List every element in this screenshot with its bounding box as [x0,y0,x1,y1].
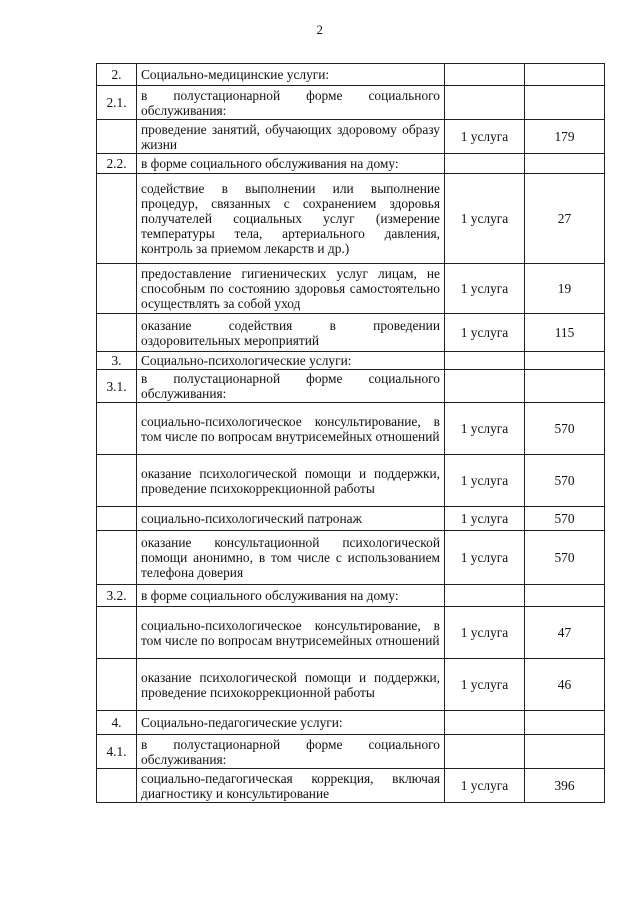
service-unit: 1 услуга [445,174,525,264]
row-number: 3.2. [97,585,137,607]
service-price [525,352,605,370]
row-number [97,531,137,585]
row-number [97,120,137,154]
service-name: оказание психологической помощи и поддержки, проведение психокоррекционной работы [137,455,445,507]
service-price: 570 [525,531,605,585]
service-name: Социально-педагогические услуги: [137,711,445,735]
table-row [97,585,605,607]
service-name: социально-психологический патронаж [137,507,445,531]
row-number: 2.2. [97,154,137,174]
table-row [97,264,605,314]
service-name: оказание психологической помощи и поддержки, проведение психокоррекционной работы [137,659,445,711]
row-number [97,507,137,531]
table-row [97,711,605,735]
service-name: в форме социального обслуживания на дому: [137,585,445,607]
service-unit: 1 услуга [445,531,525,585]
table-row [97,531,605,585]
service-price [525,86,605,120]
service-name: оказание содействия в проведении оздоровительных мероприятий [137,314,445,352]
table-row [97,352,605,370]
table-row [97,735,605,769]
row-number [97,264,137,314]
row-number [97,659,137,711]
service-price: 115 [525,314,605,352]
service-unit [445,585,525,607]
table-row [97,370,605,403]
service-name: Социально-психологические услуги: [137,352,445,370]
service-price: 46 [525,659,605,711]
service-price: 570 [525,507,605,531]
table-body [97,64,605,803]
service-unit [445,154,525,174]
row-number [97,455,137,507]
table-row [97,86,605,120]
service-name: содействие в выполнении или выполнение процедур, связанных с сохранением здоровья получателей социальных услуг (измерение температуры тела, артериального давления, контроль за приемом лекарств и др.) [137,174,445,264]
service-name: социально-психологическое консультирование, в том числе по вопросам внутрисемейных отношений [137,403,445,455]
table-row [97,403,605,455]
service-price: 47 [525,607,605,659]
service-price [525,64,605,86]
service-unit: 1 услуга [445,507,525,531]
services-tariff-table [96,63,605,803]
row-number [97,174,137,264]
row-number: 2. [97,64,137,86]
row-number [97,403,137,455]
service-price: 570 [525,455,605,507]
service-price [525,735,605,769]
table-row [97,455,605,507]
row-number [97,607,137,659]
row-number: 4.1. [97,735,137,769]
page-number: 2 [316,22,324,37]
service-price: 570 [525,403,605,455]
service-name: в полустационарной форме социального обслуживания: [137,370,445,403]
service-unit: 1 услуга [445,769,525,803]
table-row [97,507,605,531]
service-unit [445,352,525,370]
row-number [97,314,137,352]
service-price [525,154,605,174]
service-unit: 1 услуга [445,455,525,507]
table-row [97,64,605,86]
table-row [97,659,605,711]
service-name: оказание консультационной психологической помощи анонимно, в том числе с использованием телефона доверия [137,531,445,585]
service-name: Социально-медицинские услуги: [137,64,445,86]
service-unit [445,735,525,769]
service-unit: 1 услуга [445,659,525,711]
service-unit: 1 услуга [445,120,525,154]
table-row [97,174,605,264]
service-name: социально-психологическое консультирование, в том числе по вопросам внутрисемейных отношений [137,607,445,659]
service-unit: 1 услуга [445,607,525,659]
service-price: 179 [525,120,605,154]
service-unit: 1 услуга [445,403,525,455]
service-price [525,370,605,403]
service-name: в полустационарной форме социального обслуживания: [137,735,445,769]
table-row [97,154,605,174]
service-name: предоставление гигиенических услуг лицам, не способным по состоянию здоровья самостоятельно осуществлять за собой уход [137,264,445,314]
row-number: 4. [97,711,137,735]
service-unit [445,86,525,120]
row-number: 3.1. [97,370,137,403]
service-name: проведение занятий, обучающих здоровому образу жизни [137,120,445,154]
service-price: 19 [525,264,605,314]
table-row [97,607,605,659]
service-name: в полустационарной форме социального обслуживания: [137,86,445,120]
service-name: социально-педагогическая коррекция, включая диагностику и консультирование [137,769,445,803]
table-row [97,769,605,803]
service-name: в форме социального обслуживания на дому: [137,154,445,174]
row-number [97,769,137,803]
row-number: 3. [97,352,137,370]
table-row [97,314,605,352]
service-price [525,585,605,607]
service-unit [445,711,525,735]
service-unit [445,64,525,86]
row-number: 2.1. [97,86,137,120]
service-unit: 1 услуга [445,314,525,352]
service-unit [445,370,525,403]
service-price: 27 [525,174,605,264]
service-price: 396 [525,769,605,803]
service-price [525,711,605,735]
service-unit: 1 услуга [445,264,525,314]
table-row [97,120,605,154]
